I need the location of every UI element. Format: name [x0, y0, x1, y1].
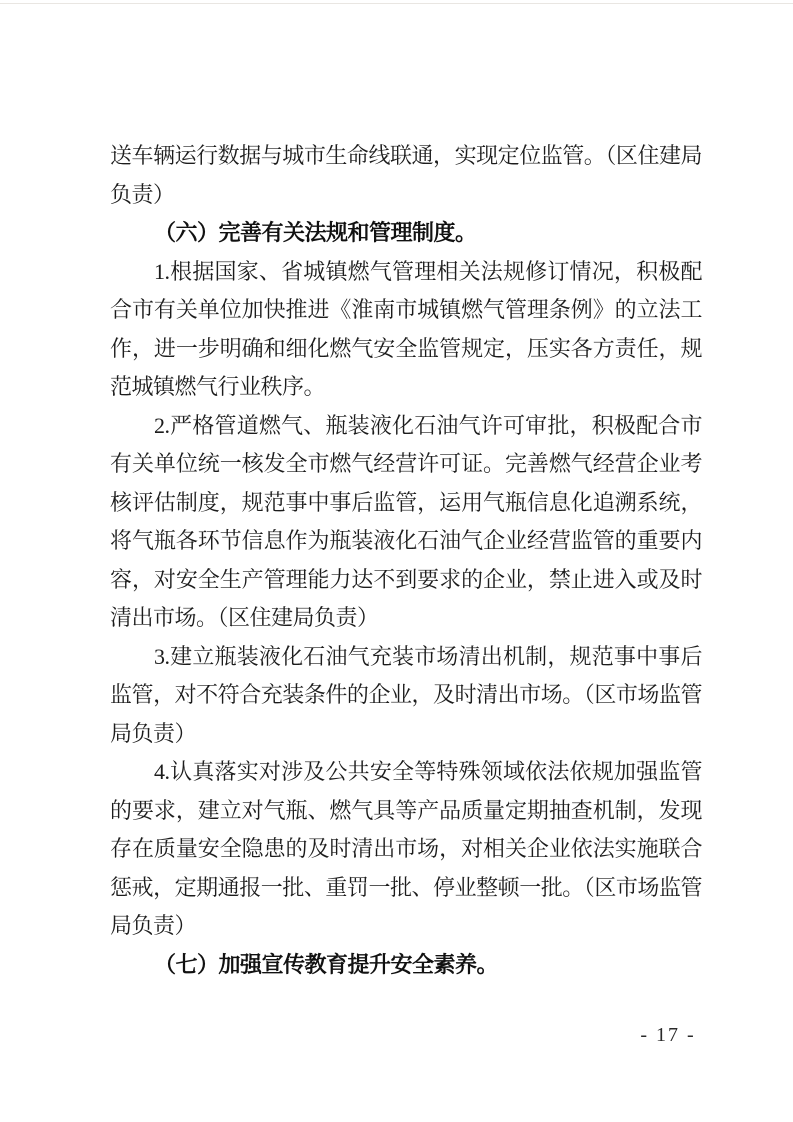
paragraph-item-3: 3.建立瓶装液化石油气充装市场清出机制，规范事中事后监管，对不符合充装条件的企业，及时清出市场。（区市场监管局负责）: [110, 643, 702, 746]
scan-edge-artifact: [0, 3, 793, 4]
paragraph-item-4: 4.认真落实对涉及公共安全等特殊领域依法依规加强监管的要求，建立对气瓶、燃气具等产品质量定期抽查机制，发现存在质量安全隐患的及时清出市场，对相关企业依法实施联合惩戒，定期通报一批、重罚一批、停业整顿一批。（区市场监管局负责）: [110, 759, 702, 938]
section-heading-6: （六）完善有关法规和管理制度。: [154, 220, 477, 245]
paragraph-item-1: 1.根据国家、省城镇燃气管理相关法规修订情况，积极配合市有关单位加快推进《淮南市城镇燃气管理条例》的立法工作，进一步明确和细化燃气安全监管规定，压实各方责任，规范城镇燃气行业秩序。: [110, 258, 702, 399]
page-number: - 17 -: [640, 1024, 696, 1046]
paragraph-item-2: 2.严格管道燃气、瓶装液化石油气许可审批，积极配合市有关单位统一核发全市燃气经营许可证。完善燃气经营企业考核评估制度，规范事中事后监管，运用气瓶信息化追溯系统，将气瓶各环节信息作为瓶装液化石油气企业经营监管的重要内容，对安全生产管理能力达不到要求的企业，禁止进入或及时清出市场。（区住建局负责）: [110, 412, 702, 630]
paragraph-continuation: 送车辆运行数据与城市生命线联通，实现定位监管。（区住建局负责）: [110, 143, 702, 207]
section-heading-7: （七）加强宣传教育提升安全素养。: [154, 951, 499, 977]
document-body: [110, 137, 702, 984]
